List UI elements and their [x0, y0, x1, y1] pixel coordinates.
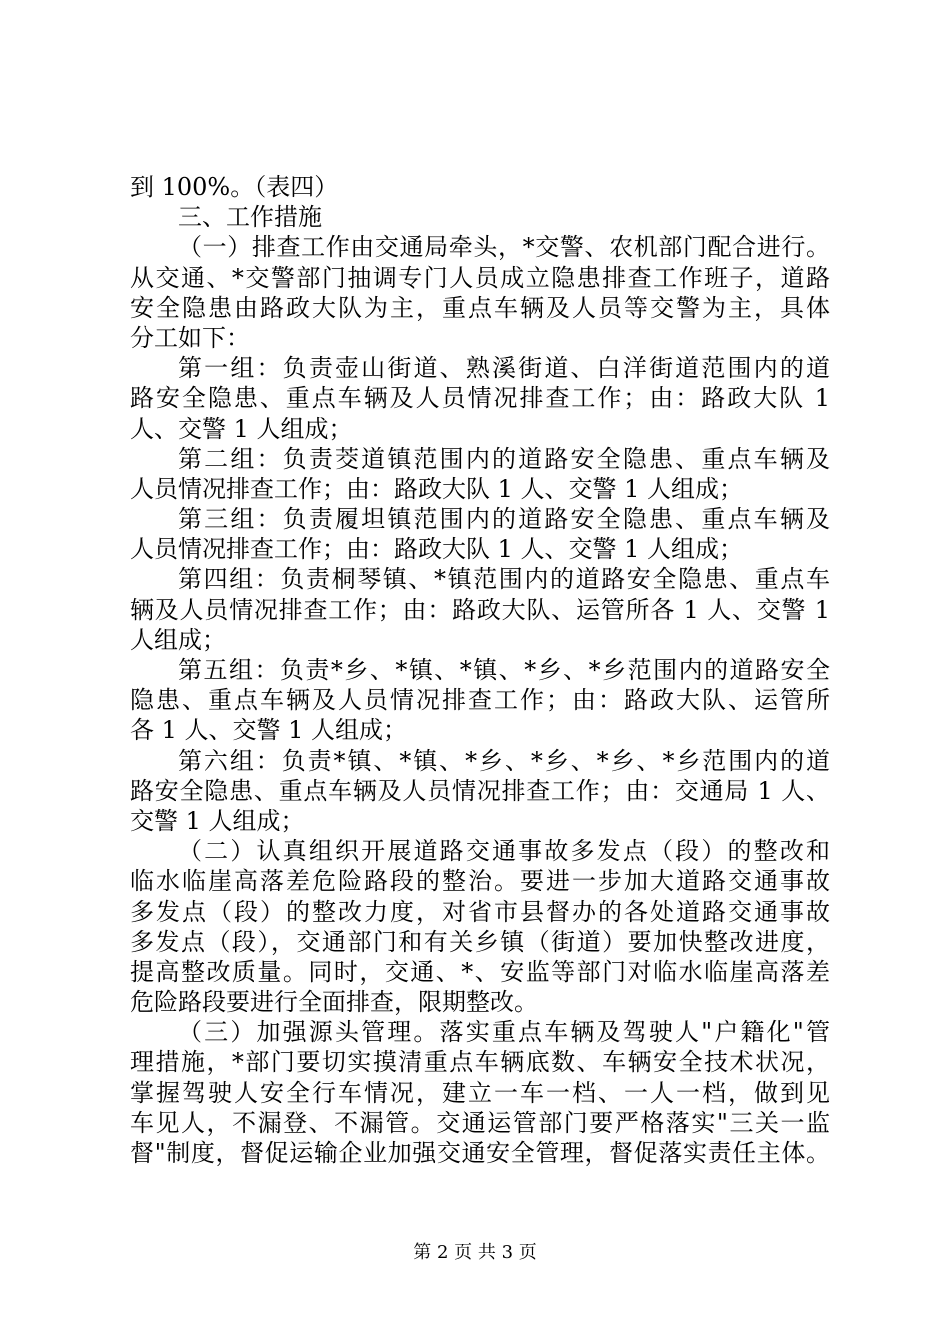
text-line: 人员情况排查工作；由：路政大队 1 人、交警 1 人组成；	[130, 474, 744, 503]
text-line: 第二组：负责茭道镇范围内的道路安全隐患、重点车辆及	[178, 444, 830, 473]
text-line: 车见人，不漏登、不漏管。交通运管部门要严格落实"三关一监	[130, 1108, 830, 1137]
text-line: 督"制度，督促运输企业加强交通安全管理，督促落实责任主体。	[130, 1139, 830, 1167]
text-line: 危险路段要进行全面排查，限期整改。	[130, 988, 538, 1017]
text-line: 辆及人员情况排查工作；由：路政大队、运管所各 1 人、交警 1	[130, 595, 830, 624]
page-footer: 第 2 页 共 3 页	[413, 1242, 537, 1263]
text-line: 分工如下：	[130, 323, 250, 352]
text-line: 第四组：负责桐琴镇、*镇范围内的道路安全隐患、重点车	[178, 565, 830, 594]
text-line: 第三组：负责履坦镇范围内的道路安全隐患、重点车辆及	[178, 505, 830, 534]
text-line: 从交通、*交警部门抽调专门人员成立隐患排查工作班子，道路	[130, 263, 830, 292]
text-line: 理措施，*部门要切实摸清重点车辆底数、车辆安全技术状况，	[130, 1048, 830, 1077]
text-line: 第一组：负责壶山街道、熟溪街道、白洋街道范围内的道	[178, 354, 830, 383]
text-line: 多发点（段）的整改力度，对省市县督办的各处道路交通事故	[130, 897, 830, 926]
text-line: 路安全隐患、重点车辆及人员情况排查工作；由：路政大队 1	[130, 384, 830, 413]
document-body	[130, 172, 830, 1168]
text-line: 第五组：负责*乡、*镇、*镇、*乡、*乡范围内的道路安全	[178, 656, 830, 684]
text-line: 各 1 人、交警 1 人组成；	[130, 716, 408, 745]
text-line: （二）认真组织开展道路交通事故多发点（段）的整改和	[178, 837, 830, 866]
text-line: 掌握驾驶人安全行车情况，建立一车一档、一人一档，做到见	[130, 1078, 830, 1107]
text-line: 人组成；	[130, 625, 226, 654]
text-line: 隐患、重点车辆及人员情况排查工作；由：路政大队、运管所	[130, 686, 830, 715]
text-line: 路安全隐患、重点车辆及人员情况排查工作；由：交通局 1 人、	[130, 776, 830, 805]
text-line: （一）排查工作由交通局牵头，*交警、农机部门配合进行。	[178, 233, 830, 262]
text-line: 安全隐患由路政大队为主，重点车辆及人员等交警为主，具体	[130, 293, 830, 322]
text-line: 交警 1 人组成；	[130, 806, 305, 835]
text-line: 人、交警 1 人组成；	[130, 414, 353, 443]
text-line: 三、工作措施	[178, 203, 322, 232]
text-line: （三）加强源头管理。落实重点车辆及驾驶人"户籍化"管	[178, 1018, 830, 1047]
text-line: 临水临崖高落差危险路段的整治。要进一步加大道路交通事故	[130, 867, 830, 896]
text-line: 第六组：负责*镇、*镇、*乡、*乡、*乡、*乡范围内的道	[178, 746, 830, 775]
text-line: 多发点（段），交通部门和有关乡镇（街道）要加快整改进度，	[130, 927, 830, 956]
text-line: 人员情况排查工作；由：路政大队 1 人、交警 1 人组成；	[130, 535, 744, 564]
text-line: 到 100%。（表四）	[130, 173, 339, 201]
text-line: 提高整改质量。同时，交通、*、安监等部门对临水临崖高落差	[130, 957, 830, 986]
